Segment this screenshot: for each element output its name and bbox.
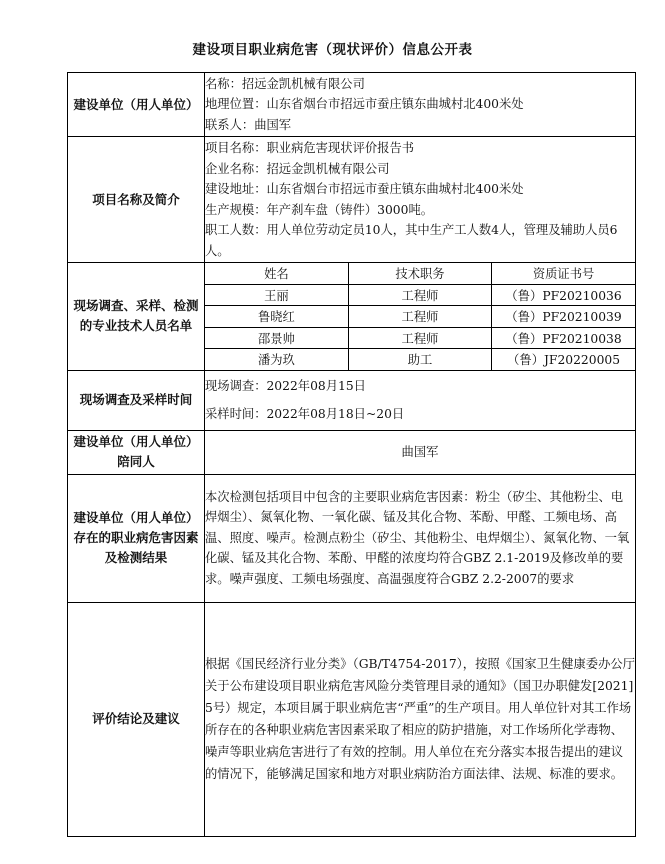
staff-cert: （鲁）JF20220005 bbox=[507, 353, 621, 368]
staff-table bbox=[205, 263, 635, 370]
survey-date: 现场调查：2022年08月15日 bbox=[205, 379, 366, 393]
table-row bbox=[205, 327, 635, 349]
project-address: 建设地址：山东省烟台市招远市蚕庄镇东曲城村北400米处 bbox=[205, 182, 524, 196]
staff-cert: （鲁）PF20210038 bbox=[492, 327, 635, 349]
staff-label: 现场调查、采样、检测的专业技术人员名单 bbox=[68, 263, 205, 371]
info-table bbox=[67, 72, 636, 837]
row-staff bbox=[68, 263, 636, 371]
staff-name: 邵景帅 bbox=[205, 327, 348, 349]
conclusion-text: 根据《国民经济行业分类》（GB/T4754-2017），按照《国家卫生健康委办公厅关于公布建设项目职业病危害风险分类管理目录的通知》（国卫办职健发[2021]5号）规定，本项目属于职业病危害“严重”的生产项目。用人单位针对其工作场所存在的各种职业病危害因素采取了相应的防护措施，对工作场所化学毒物、噪声等职业病危害进行了有效的控制。用人单位在充分落实本报告提出的建议的情况下，能够满足国家和地方对职业病防治方面法律、法规、标准的要求。 bbox=[205, 602, 636, 836]
staff-name: 王丽 bbox=[205, 284, 348, 306]
survey-time-label: 现场调查及采样时间 bbox=[68, 370, 205, 430]
staff-title: 助工 bbox=[348, 349, 491, 370]
row-survey-time bbox=[68, 370, 636, 430]
staff-title: 工程师 bbox=[348, 327, 491, 349]
staff-title: 工程师 bbox=[348, 284, 491, 306]
project-company: 企业名称：招远金凯机械有限公司 bbox=[205, 161, 390, 176]
project-scale: 生产规模：年产刹车盘（铸件）3000吨。 bbox=[205, 202, 434, 217]
table-row bbox=[205, 349, 635, 370]
sampling-date: 采样时间：2022年08月18日~20日 bbox=[205, 406, 405, 421]
staff-cell bbox=[205, 263, 636, 371]
unit-location: 地理位置：山东省烟台市招远市蚕庄镇东曲城村北400米处 bbox=[205, 97, 524, 112]
row-unit bbox=[68, 73, 636, 137]
hazards-label: 建设单位（用人单位）存在的职业病危害因素及检测结果 bbox=[68, 474, 205, 602]
row-hazards bbox=[68, 474, 636, 602]
companion-value: 曲国军 bbox=[205, 430, 636, 474]
unit-contact: 联系人：曲国军 bbox=[205, 117, 292, 132]
hazards-text: 本次检测包括项目中包含的主要职业病危害因素：粉尘（矽尘、其他粉尘、电焊烟尘）、氮氧化物、一氧化碳、锰及其化合物、苯酚、甲醛、工频电场、高温、照度、噪声。检测点粉尘（矽尘、其他粉尘、电焊烟尘）、氮氧化物、一氧化碳、锰及其化合物、苯酚、甲醛的浓度均符合GBZ 2.1-2019及修改单的要求。噪声强度、工频电场强度、高温强度符合GBZ 2.2-2007的要求 bbox=[205, 474, 636, 602]
row-conclusion bbox=[68, 602, 636, 836]
conclusion-label: 评价结论及建议 bbox=[68, 602, 205, 836]
survey-time-content bbox=[205, 370, 636, 430]
table-row bbox=[205, 284, 635, 306]
staff-cert: （鲁）PF20210039 bbox=[492, 306, 635, 328]
unit-content bbox=[205, 73, 636, 137]
unit-label: 建设单位（用人单位） bbox=[68, 73, 205, 137]
staff-header-row bbox=[205, 263, 635, 284]
row-companion bbox=[68, 430, 636, 474]
staff-cert: （鲁）PF20210036 bbox=[492, 284, 635, 306]
staff-header-name: 姓名 bbox=[205, 263, 348, 284]
companion-label: 建设单位（用人单位）陪同人 bbox=[68, 430, 205, 474]
table-row bbox=[205, 306, 635, 328]
staff-name: 潘为玖 bbox=[205, 349, 348, 370]
document-title: 建设项目职业病危害（现状评价）信息公开表 bbox=[192, 42, 473, 58]
project-content bbox=[205, 137, 636, 263]
unit-name: 名称：招远金凯机械有限公司 bbox=[205, 76, 365, 91]
project-name: 项目名称：职业病危害现状评价报告书 bbox=[205, 141, 415, 155]
staff-header-title: 技术职务 bbox=[348, 263, 491, 284]
row-project bbox=[68, 137, 636, 263]
staff-header-cert: 资质证书号 bbox=[492, 263, 635, 284]
staff-name: 鲁晓红 bbox=[205, 306, 348, 328]
staff-title: 工程师 bbox=[348, 306, 491, 328]
project-label: 项目名称及简介 bbox=[68, 137, 205, 263]
project-staff-count: 职工人数：用人单位劳动定员10人，其中生产工人数4人，管理及辅助人员6人。 bbox=[205, 223, 618, 258]
